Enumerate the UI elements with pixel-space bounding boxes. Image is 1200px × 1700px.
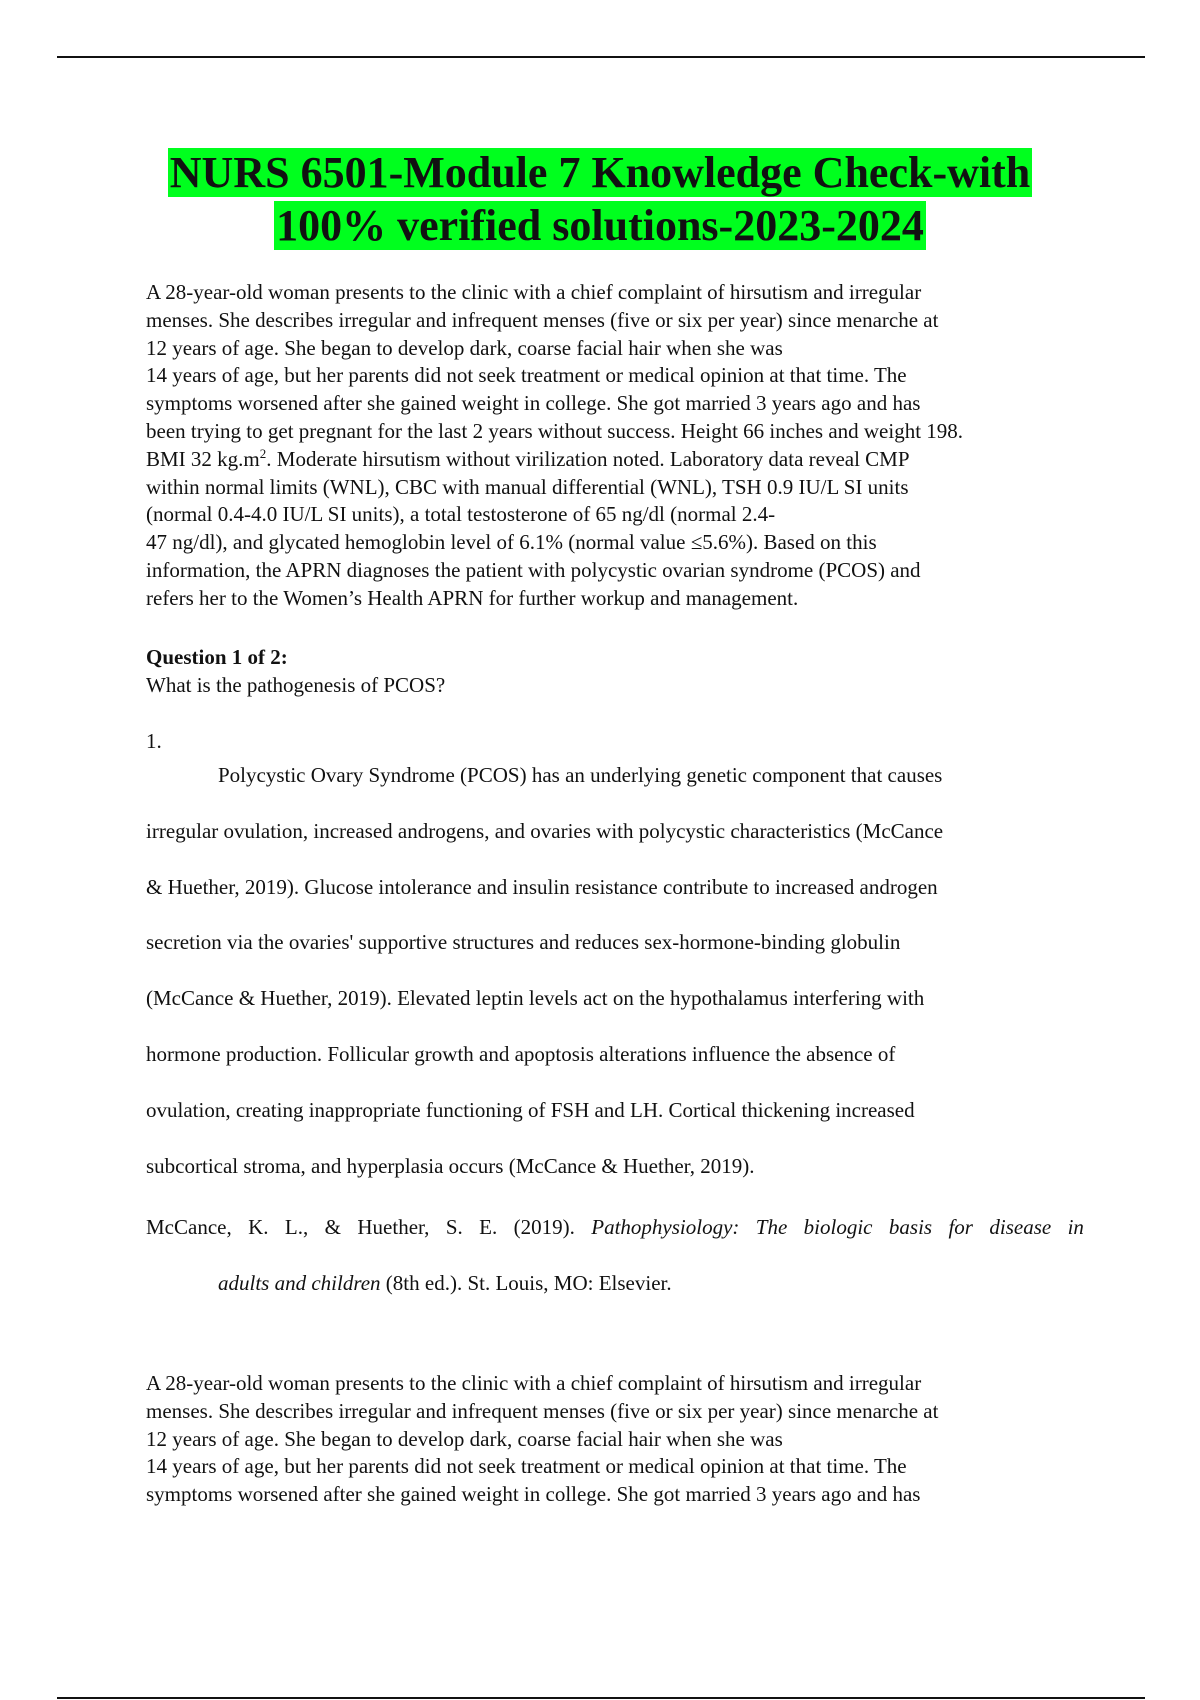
ref-word: L., — [284, 1215, 309, 1239]
answer-line: irregular ovulation, increased androgens, and ovaries with polycystic characteristics (McCance — [146, 818, 944, 843]
ref-title-word: Pathophysiology: — [591, 1215, 740, 1239]
answer-number: 1. — [146, 729, 162, 753]
question-heading: Question 1 of 2: — [146, 645, 288, 669]
ref-title-word: basis — [888, 1215, 933, 1239]
answer-line: subcortical stroma, and hyperplasia occurs (McCance & Huether, 2019). — [146, 1153, 755, 1178]
case-line: within normal limits (WNL), CBC with manual differential (WNL), TSH 0.9 IU/L SI units — [146, 474, 909, 499]
ref-title-word: The — [755, 1215, 788, 1239]
case-line: information, the APRN diagnoses the patient with polycystic ovarian syndrome (PCOS) and — [146, 557, 921, 582]
answer-line: ovulation, creating inappropriate functioning of FSH and LH. Cortical thickening increased — [146, 1097, 915, 1122]
case-line: 12 years of age. She began to develop dark, coarse facial hair when she was — [146, 335, 783, 360]
ref-word: E. — [479, 1215, 498, 1239]
answer-line: Polycystic Ovary Syndrome (PCOS) has an underlying genetic component that causes — [218, 763, 943, 787]
case-line-bmi — [146, 446, 1106, 474]
ref-word: Huether, — [357, 1215, 430, 1239]
answer-line: secretion via the ovaries' supportive structures and reduces sex-hormone-binding globulin — [146, 930, 901, 955]
ref-title-end: adults and children — [218, 1271, 381, 1295]
reference-citation — [146, 1213, 1084, 1325]
bmi-suffix: . Moderate hirsutism without virilization noted. Laboratory data reveal CMP — [266, 446, 910, 471]
title-line-2: 100% verified solutions-2023-2024 — [276, 201, 924, 250]
ref-word: S. — [445, 1215, 463, 1239]
question-text: What is the pathogenesis of PCOS? — [146, 673, 446, 697]
case-line: menses. She describes irregular and infrequent menses (five or six per year) since menarche at — [146, 307, 939, 332]
case-line: 14 years of age, but her parents did not seek treatment or medical opinion at that time. The — [146, 1454, 907, 1479]
title-line-1: NURS 6501-Module 7 Knowledge Check-with — [169, 148, 1031, 197]
ref-title-word: in — [1067, 1215, 1084, 1239]
ref-publisher: (8th ed.). St. Louis, MO: Elsevier. — [380, 1271, 672, 1295]
answer-paragraph — [146, 761, 943, 1207]
case-line: refers her to the Women’s Health APRN for further workup and management. — [146, 585, 799, 610]
ref-word: K. — [248, 1215, 269, 1239]
answer-line: hormone production. Follicular growth and apoptosis alterations influence the absence of — [146, 1041, 896, 1066]
top-rule — [57, 56, 1145, 58]
case-paragraph — [146, 279, 1106, 613]
bottom-rule — [57, 1697, 1145, 1699]
case-line: symptoms worsened after she gained weight in college. She got married 3 years ago and has — [146, 391, 921, 416]
bmi-prefix: BMI 32 kg.m — [146, 446, 260, 471]
bmi-superscript: 2 — [259, 445, 267, 461]
answer-line: & Huether, 2019). Glucose intolerance and insulin resistance contribute to increased androgen — [146, 874, 938, 899]
ref-title-word: biologic — [803, 1215, 873, 1239]
reference-line-2 — [146, 1269, 1084, 1325]
case-line: menses. She describes irregular and infrequent menses (five or six per year) since menarche at — [146, 1398, 939, 1423]
case-paragraph-repeat — [146, 1370, 1106, 1509]
case-line: (normal 0.4-4.0 IU/L SI units), a total testosterone of 65 ng/dl (normal 2.4- — [146, 502, 776, 527]
case-line: A 28-year-old woman presents to the clinic with a chief complaint of hirsutism and irregular — [146, 280, 922, 304]
ref-word: & — [324, 1215, 341, 1239]
page-title — [0, 146, 1200, 252]
ref-word: McCance, — [146, 1215, 232, 1239]
case-line: 47 ng/dl), and glycated hemoglobin level of 6.1% (normal value ≤5.6%). Based on this — [146, 530, 877, 555]
case-line: been trying to get pregnant for the last 2 years without success. Height 66 inches and weight 198. — [146, 418, 964, 443]
case-line: A 28-year-old woman presents to the clinic with a chief complaint of hirsutism and irregular — [146, 1371, 922, 1395]
ref-word: (2019). — [513, 1215, 575, 1239]
case-line: 12 years of age. She began to develop dark, coarse facial hair when she was — [146, 1426, 783, 1451]
case-line: symptoms worsened after she gained weight in college. She got married 3 years ago and has — [146, 1482, 921, 1507]
reference-line-1 — [146, 1213, 1084, 1269]
answer-line: (McCance & Huether, 2019). Elevated leptin levels act on the hypothalamus interfering with — [146, 986, 925, 1011]
case-line: 14 years of age, but her parents did not seek treatment or medical opinion at that time. The — [146, 363, 907, 388]
ref-title-word: disease — [989, 1215, 1052, 1239]
ref-title-word: for — [948, 1215, 973, 1239]
